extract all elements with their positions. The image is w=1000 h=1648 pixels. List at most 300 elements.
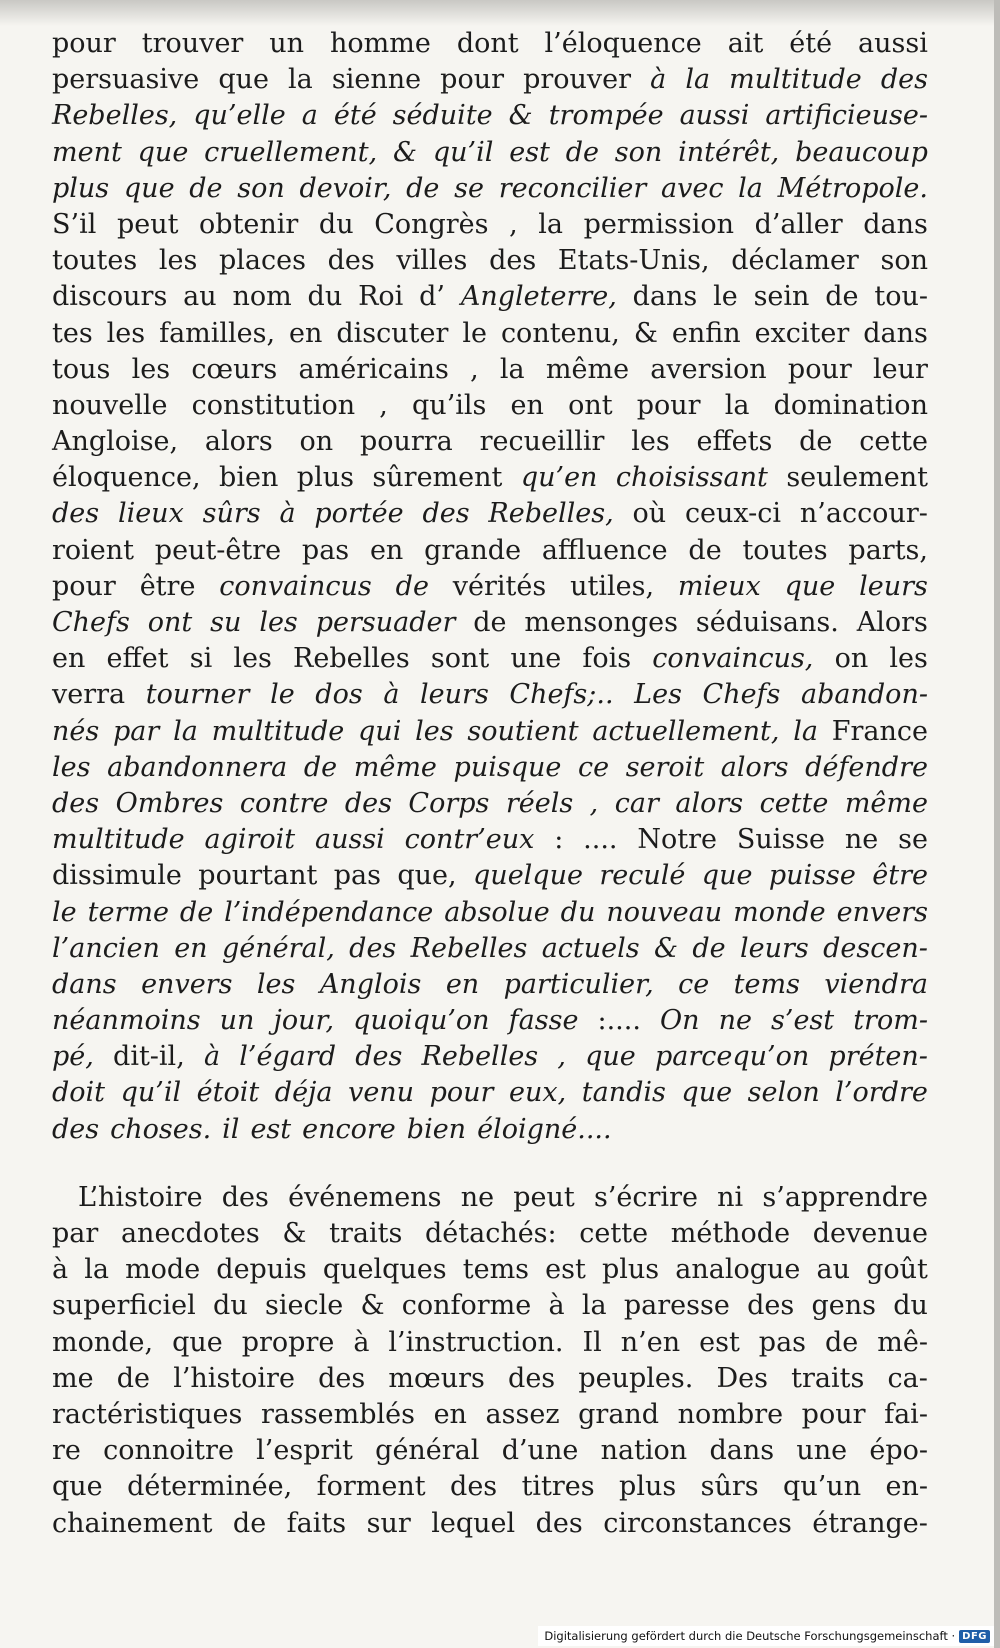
word: nouvelle [52, 389, 168, 421]
word: ceux-ci [684, 498, 782, 530]
word: ractéristiques [52, 1398, 243, 1430]
word: , [509, 208, 518, 240]
word: grand [578, 1398, 660, 1430]
word: déterminée, [127, 1471, 293, 1503]
word: Angloise, [52, 426, 179, 458]
word: bien [406, 1113, 467, 1145]
word: éloquence, [52, 462, 201, 494]
word: de [565, 136, 599, 168]
word: la [581, 1290, 607, 1322]
word: Rebelles [421, 1041, 539, 1073]
text-line [52, 460, 928, 496]
word: défendre [805, 751, 928, 783]
word: nation [600, 1435, 688, 1467]
word: monde [733, 896, 826, 928]
word: persuader [315, 607, 456, 638]
word: pas [301, 534, 350, 566]
text-line [52, 858, 928, 894]
word: aussi [679, 100, 750, 132]
word: descen- [823, 932, 928, 964]
word: étrange- [812, 1507, 928, 1539]
word: par [113, 715, 160, 747]
word: en [445, 968, 480, 1000]
word: séduisans. [695, 607, 839, 638]
word: l’égard [239, 1041, 337, 1073]
word: les [889, 643, 928, 675]
word: nouveau [606, 896, 723, 928]
dfg-logo-icon: DFG [959, 1630, 990, 1643]
word: une [796, 1435, 848, 1467]
text-line [52, 1469, 928, 1505]
word: à [279, 498, 296, 530]
word: la [724, 389, 750, 421]
word: quoiqu’on [353, 1005, 490, 1037]
word: selon [747, 1077, 820, 1109]
word: à [650, 64, 667, 96]
word: Chefs [702, 679, 781, 711]
word: roient [52, 534, 135, 566]
word: de [825, 281, 859, 313]
word: est [509, 136, 550, 168]
word: qu’il [432, 136, 494, 168]
word: goût [866, 1254, 928, 1286]
word: L’histoire [78, 1181, 203, 1213]
word: bien [219, 462, 279, 494]
book-page [52, 26, 928, 1542]
word: l’indépendance [224, 896, 434, 928]
word: de [179, 896, 214, 928]
word: aussi [858, 28, 928, 59]
word: chainement [52, 1507, 213, 1539]
text-line [52, 316, 928, 352]
word: étoit [196, 1077, 260, 1109]
word: constitution [191, 389, 356, 421]
word: multitude [211, 715, 345, 747]
word: paresse [623, 1290, 730, 1322]
word: dit-il, [113, 1041, 185, 1073]
text-line [52, 677, 928, 713]
word: des [355, 1041, 403, 1073]
word: leurs [859, 570, 928, 602]
text-line [52, 1112, 928, 1148]
word: trompée [548, 100, 664, 132]
word: des [52, 787, 100, 819]
word: depuis [216, 1254, 307, 1286]
word: dont [456, 28, 519, 59]
word: , [379, 389, 388, 421]
word: parcequ’on [654, 1041, 810, 1073]
word: les [256, 968, 296, 1000]
word: de [189, 172, 223, 204]
word: Rebelles, [52, 100, 178, 132]
word: des [318, 1362, 366, 1394]
text-line [52, 1075, 928, 1111]
word: des [327, 245, 375, 277]
word: doit [52, 1077, 106, 1109]
word: car [614, 787, 659, 819]
word: Il [582, 1326, 602, 1358]
word: connoitre [103, 1435, 234, 1467]
text-line [52, 931, 928, 967]
word: les [131, 353, 171, 385]
word: beaucoup [795, 136, 928, 168]
word: pour [52, 570, 116, 602]
word: tourner [145, 679, 250, 711]
word: que [123, 172, 175, 204]
word: si [189, 643, 213, 675]
word: des [344, 787, 392, 819]
word: cette [759, 787, 829, 819]
word: plus [619, 1471, 677, 1503]
word: :.... [597, 1005, 641, 1037]
word: , [589, 787, 599, 819]
word: s’écrire [593, 1181, 698, 1213]
word: n’accour- [799, 498, 928, 530]
word: Rebelles [410, 932, 528, 964]
word: à [203, 1041, 221, 1073]
word: pourtant [198, 860, 318, 892]
word: persuasive [52, 64, 200, 96]
word: du [213, 1290, 248, 1322]
page-right-edge [994, 0, 1000, 1648]
text-line [52, 135, 928, 171]
word: alors [720, 751, 789, 783]
word: les [259, 607, 298, 638]
word: lequel [431, 1507, 516, 1539]
word: envers [836, 896, 928, 928]
word: jour, [273, 1005, 335, 1037]
word: fai- [884, 1398, 928, 1430]
word: les [158, 245, 198, 277]
word: aussi [314, 824, 385, 856]
word: prouver [523, 64, 632, 96]
text-line [52, 496, 928, 532]
word: Chefs;.. [509, 679, 614, 711]
word: leurs [740, 932, 809, 964]
word: une [510, 643, 562, 675]
word: en [289, 317, 323, 349]
word: l’ordre [835, 1077, 928, 1109]
word: permission [583, 208, 734, 240]
text-line [52, 605, 928, 641]
word: de [799, 426, 833, 458]
word: familles, [159, 317, 276, 349]
text-line [52, 1288, 928, 1324]
word: plus [296, 462, 354, 494]
text-line [52, 388, 928, 424]
word: rassemblés [260, 1398, 415, 1430]
word: n’en [620, 1326, 681, 1358]
word: tes [52, 317, 93, 349]
word: Rebelles, [488, 498, 614, 530]
text-line [52, 786, 928, 822]
word: ca- [887, 1362, 928, 1394]
credit-text: Digitalisierung gefördert durch die Deutsche Forschungsgemeinschaft · [544, 1629, 956, 1643]
word: sein [753, 281, 810, 313]
word: & [633, 317, 658, 349]
word: , [470, 353, 479, 385]
word: actuellement, [592, 715, 780, 747]
word: villes [396, 245, 468, 277]
word: verra [52, 679, 126, 711]
word: contenu, [500, 317, 620, 349]
word: nés [52, 715, 100, 747]
word: peut [116, 208, 179, 240]
text-line [52, 1039, 928, 1075]
word: reconcilier [498, 172, 647, 204]
word: en- [885, 1471, 928, 1503]
word: se [898, 824, 928, 856]
word: circonstances [603, 1507, 792, 1539]
word: cœurs [191, 353, 278, 385]
word: même [353, 751, 437, 783]
word: est [545, 1254, 586, 1286]
word: domination [773, 389, 928, 421]
word: déclamer [731, 245, 859, 277]
text-line [52, 1433, 928, 1469]
word: dissimule [52, 860, 182, 892]
word: des [52, 498, 100, 530]
word: Des [716, 1362, 768, 1394]
paragraph-gap [52, 1148, 928, 1180]
word: leurs [420, 679, 489, 711]
word: me [52, 1362, 94, 1394]
text-line [52, 1361, 928, 1397]
word: avec [660, 172, 724, 204]
word: que [681, 1077, 733, 1109]
word: peut [513, 1181, 575, 1213]
word: leur [872, 353, 928, 385]
word: le [270, 679, 295, 711]
word: tandis [581, 1077, 666, 1109]
word: un [219, 1005, 255, 1037]
word: plus [601, 1254, 660, 1286]
word: forment [316, 1471, 426, 1503]
word: son [614, 136, 663, 168]
word: mode [125, 1254, 201, 1286]
word: des [52, 1113, 100, 1145]
word: on [299, 426, 334, 458]
word: sûrement [372, 462, 503, 494]
word: eux, [509, 1077, 567, 1109]
word: pas [758, 1326, 807, 1358]
text-line [52, 171, 928, 207]
word: actuels [541, 932, 640, 964]
word: on [834, 643, 869, 675]
word: Alors [856, 607, 928, 638]
word: ont [568, 389, 613, 421]
text-line [52, 895, 928, 931]
word: dos [315, 679, 363, 711]
word: su [210, 607, 242, 638]
word: que [585, 1041, 636, 1073]
text-line [52, 1252, 928, 1288]
word: : [554, 824, 564, 856]
word: un [269, 28, 305, 59]
word: déja [274, 1077, 333, 1109]
word: qu’elle [193, 100, 286, 132]
word: tous [52, 353, 111, 385]
word: dans [863, 208, 928, 240]
word: discours [52, 281, 168, 313]
word: discuter [336, 317, 449, 349]
word: fois [582, 643, 632, 675]
word: qu’en [520, 462, 598, 494]
text-line [52, 1180, 928, 1216]
text-line [52, 967, 928, 1003]
word: pas [333, 860, 381, 892]
text-line [52, 424, 928, 460]
text-line [52, 569, 928, 605]
word: Roi [358, 281, 404, 313]
word: contr’eux [404, 824, 535, 856]
word: puisse [768, 860, 856, 892]
word: de [395, 570, 429, 602]
word: seulement [786, 462, 928, 494]
word: mieux [677, 570, 761, 602]
word: où [632, 498, 667, 530]
word: seroit [625, 751, 705, 783]
word: être [872, 860, 928, 892]
word: même [844, 787, 928, 819]
word: effets [696, 426, 773, 458]
word: ne [718, 1005, 752, 1037]
word: sûrs [202, 498, 261, 530]
word: mê- [877, 1326, 928, 1358]
word: , [557, 1041, 566, 1073]
word: ait [727, 28, 764, 59]
word: devoir, [299, 172, 392, 204]
word: l’histoire [173, 1362, 295, 1394]
word: que [52, 1471, 103, 1503]
word: Etats-Unis, [557, 245, 710, 277]
word: séduite [392, 100, 493, 132]
word: à [383, 679, 400, 711]
word: des [489, 245, 537, 277]
word: que [218, 64, 269, 96]
word: en [369, 534, 404, 566]
word: analogue [675, 1254, 801, 1286]
word: nombre [677, 1398, 784, 1430]
word: les [106, 317, 146, 349]
word: choses. [110, 1113, 212, 1145]
word: grande [424, 534, 522, 566]
word: de [303, 751, 338, 783]
word: de [688, 534, 722, 566]
word: de [232, 1507, 267, 1539]
word: les [415, 715, 454, 747]
word: quelques [322, 1254, 447, 1286]
word: enfin [671, 317, 741, 349]
word: dans [709, 1435, 775, 1467]
word: alors [675, 787, 744, 819]
word: néanmoins [52, 1005, 201, 1037]
word: que, [397, 860, 457, 892]
text-line [52, 1325, 928, 1361]
word: reculé [599, 860, 686, 892]
word: les [233, 643, 272, 675]
word: re [52, 1435, 81, 1467]
word: venu [348, 1077, 415, 1109]
word: tems [733, 968, 800, 1000]
word: général [375, 1435, 480, 1467]
text-line [52, 750, 928, 786]
word: la [685, 64, 711, 96]
word: Rebelles [293, 643, 410, 675]
word: pé, [52, 1041, 94, 1073]
text-line [52, 62, 928, 98]
word: à [52, 1254, 69, 1286]
word: qui [358, 715, 402, 747]
word: les [52, 751, 91, 783]
word: alors [204, 426, 273, 458]
word: pour [787, 353, 852, 385]
word: vérités [452, 570, 547, 602]
word: assez [485, 1398, 560, 1430]
word: de [116, 1362, 151, 1394]
text-line [52, 1216, 928, 1252]
text-line [52, 822, 928, 858]
word: tou- [874, 281, 928, 313]
word: gens [811, 1290, 876, 1322]
word: méthode [670, 1218, 791, 1249]
word: événemens [288, 1181, 442, 1213]
word: le [713, 281, 738, 313]
word: recueillir [479, 426, 605, 458]
word: pour [636, 389, 701, 421]
word: des [349, 932, 397, 964]
word: quelque [473, 860, 583, 892]
word: la [288, 64, 313, 96]
word: toutes [742, 534, 828, 566]
word: Corps [408, 787, 490, 819]
word: pourra [359, 426, 453, 458]
word: Les [634, 679, 682, 711]
word: l’ancien [52, 932, 160, 964]
word: en [433, 1398, 467, 1430]
word: être [139, 570, 196, 602]
word: préten- [828, 1041, 928, 1073]
word: plus [52, 172, 110, 204]
text-line [52, 26, 928, 62]
word: .... [583, 824, 618, 856]
word: pour [801, 1398, 866, 1430]
word: affluence [541, 534, 668, 566]
word: multitude [729, 64, 862, 96]
word: sont [430, 643, 490, 675]
word: des [221, 1181, 269, 1213]
word: l’éloquence [544, 28, 702, 59]
word: au [816, 1254, 850, 1286]
word: cruellement, [204, 136, 378, 168]
word: ont [147, 607, 193, 638]
word: de [692, 932, 726, 964]
word: à [353, 1326, 370, 1358]
word: soutient [467, 715, 579, 747]
word: encore [302, 1113, 396, 1145]
word: anecdotes [120, 1218, 260, 1249]
word: ni [717, 1181, 744, 1213]
word: abandon- [801, 679, 928, 711]
text-line [52, 714, 928, 750]
word: obtenir [199, 208, 299, 240]
word: tems [462, 1254, 530, 1286]
word: les [631, 426, 670, 458]
word: son [237, 172, 285, 204]
word: nom [232, 281, 292, 313]
word: en [510, 389, 544, 421]
word: du [893, 1290, 928, 1322]
